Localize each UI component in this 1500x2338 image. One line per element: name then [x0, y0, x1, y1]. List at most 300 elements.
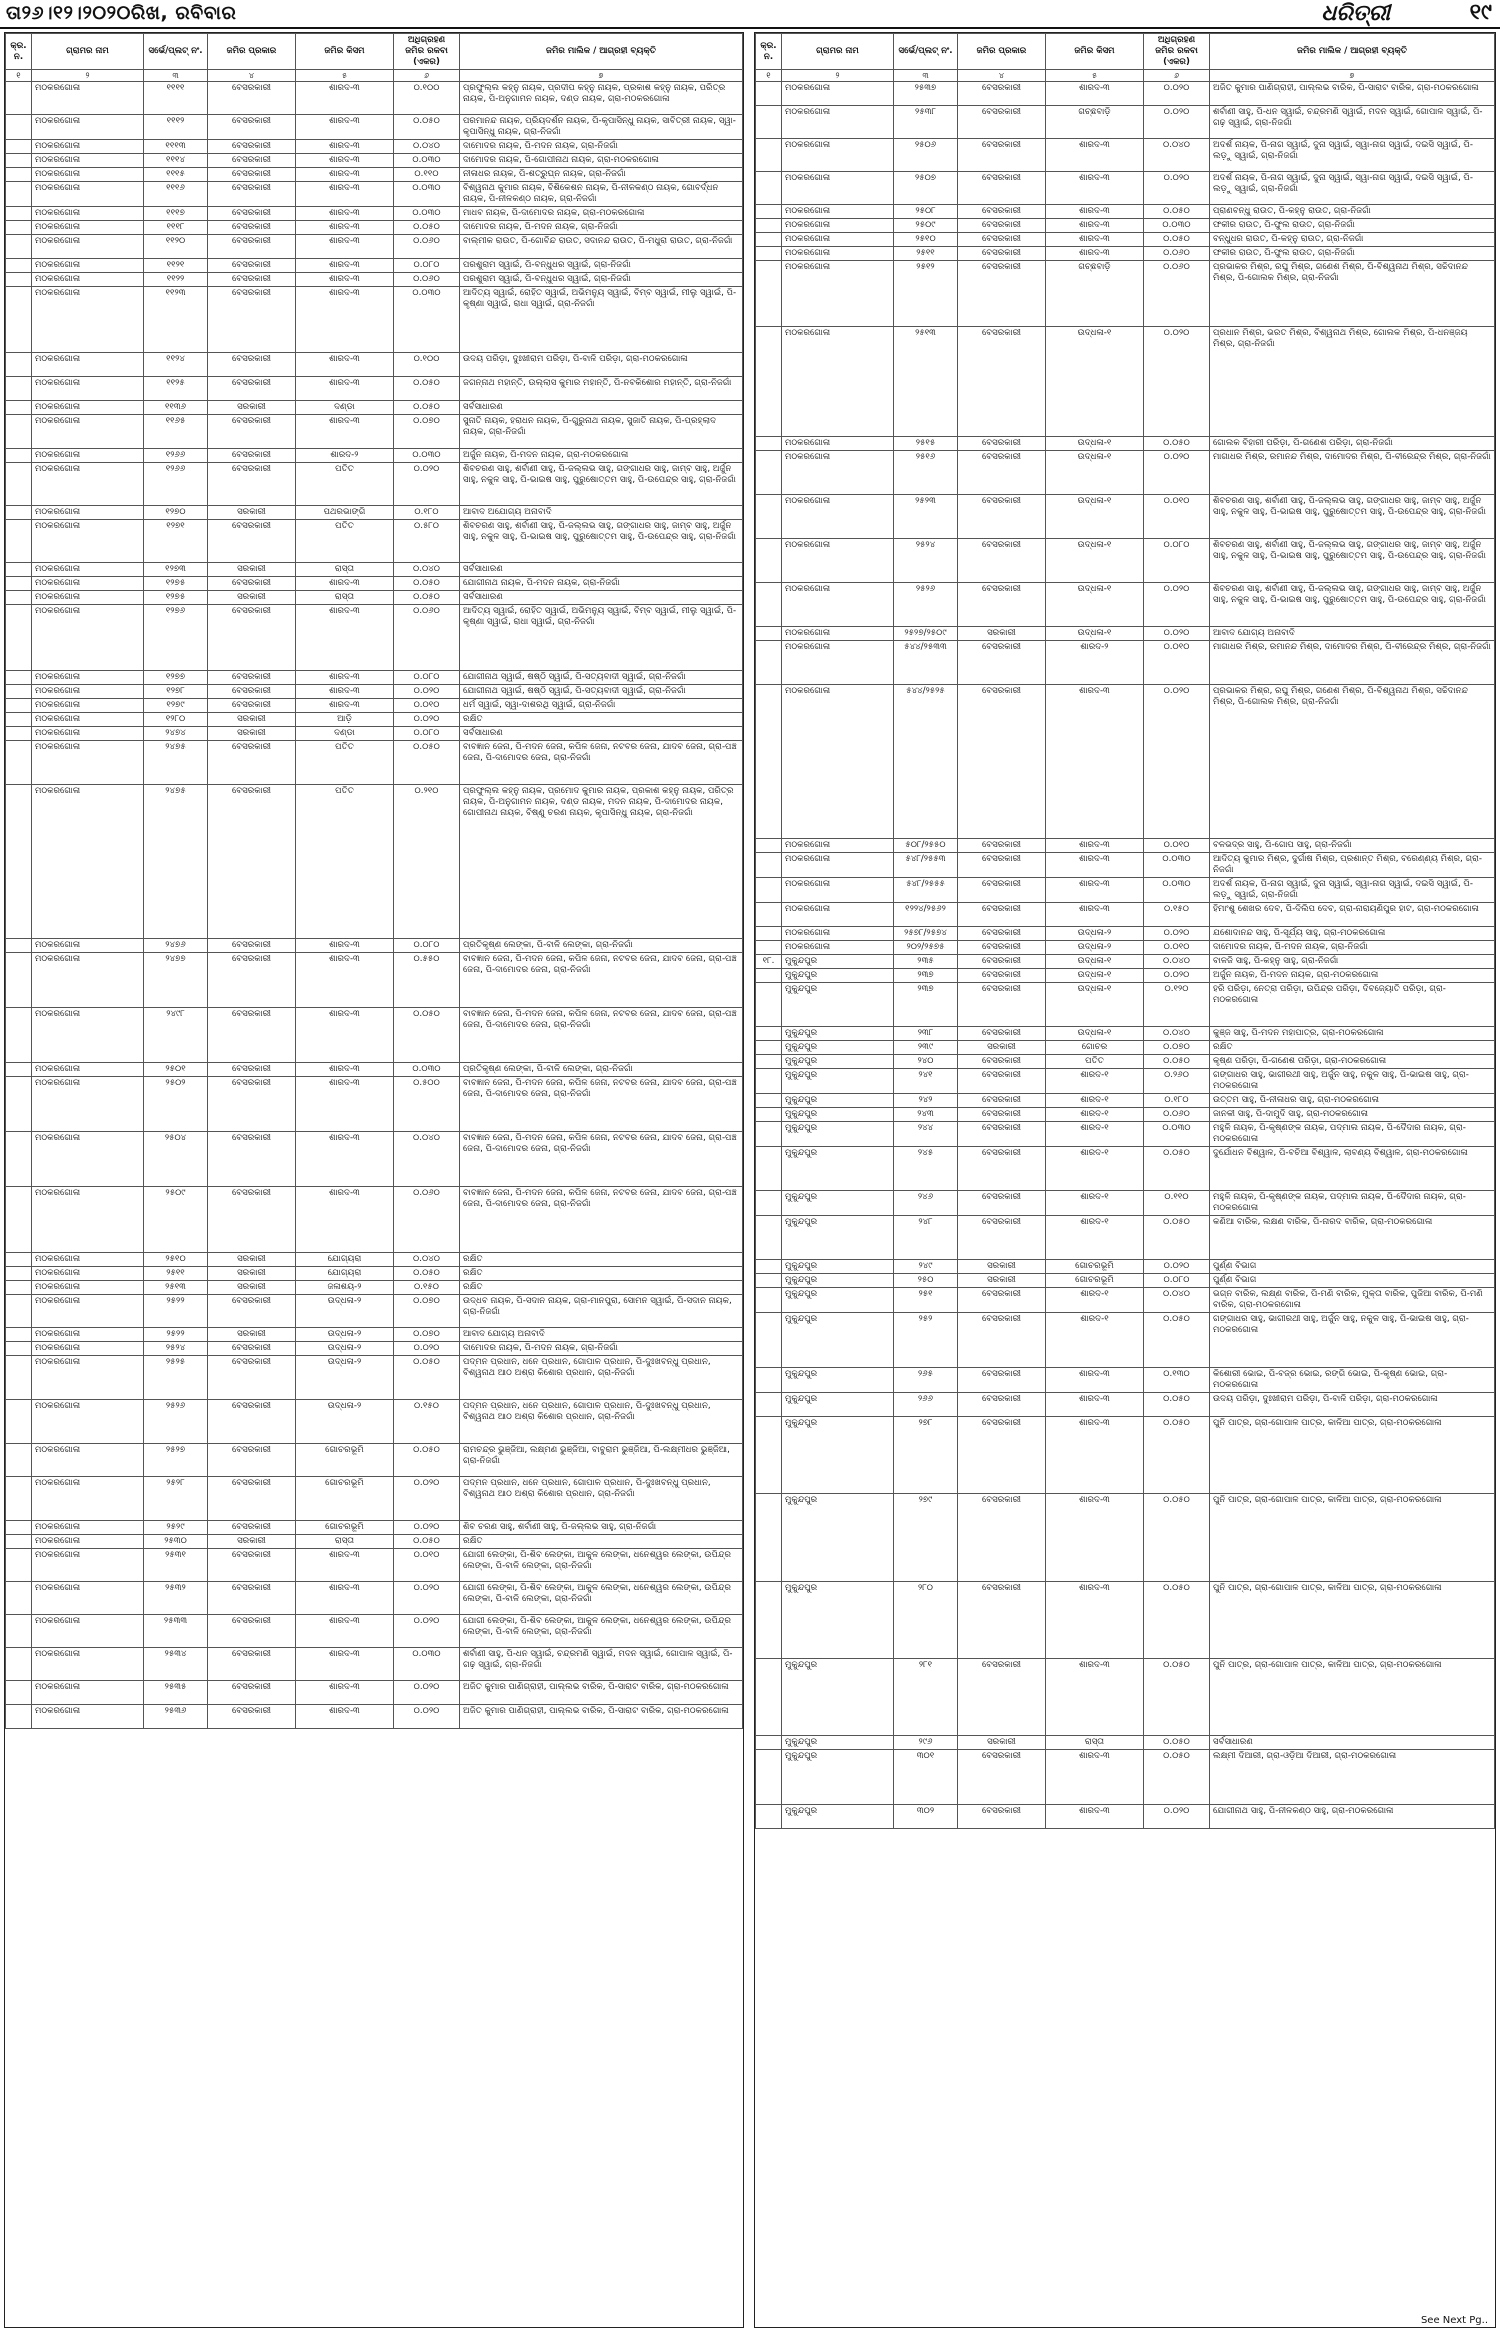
owner-cell: ଫକୀର ରାଉତ, ପି-ଫୁଲ ରାଉତ, ଗ୍ରା-ନିଜଗାଁ — [1210, 219, 1495, 233]
area-cell: ୦.୦୮୦ — [1144, 539, 1210, 583]
village-header: ଗ୍ରାମର ନାମ — [32, 34, 144, 70]
plot-cell: ୨୫୩୭ — [894, 82, 958, 106]
kisam-cell: ଶାରଦ-୩ — [1046, 205, 1144, 219]
land-type-cell: ସରକାରୀ — [208, 591, 296, 605]
village-cell: ମଠକରଗୋଳା — [782, 839, 894, 853]
serial-cell — [756, 1094, 782, 1108]
plot-cell: ୧୧୨୨ — [144, 273, 208, 287]
land-type-header: ଜମିର ପ୍ରକାର — [958, 34, 1046, 70]
kisam-cell: ଶାରଦ-୩ — [296, 377, 394, 401]
serial-cell — [756, 327, 782, 437]
serial-cell — [6, 1132, 32, 1187]
column-number: ୫ — [296, 70, 394, 82]
table-row — [756, 1750, 1495, 1805]
plot-cell: ୧୨୭୧ — [144, 520, 208, 563]
village-cell: ମଠକରଗୋଳା — [32, 520, 144, 563]
kisam-cell: ଶାରଦ-୩ — [296, 168, 394, 182]
serial-cell — [756, 1147, 782, 1191]
kisam-cell: ଶାରଦ-୧ — [1046, 1288, 1144, 1313]
plot-cell: ୧୨୭୩ — [144, 563, 208, 577]
table-row — [6, 82, 743, 115]
table-row — [6, 1328, 743, 1342]
kisam-cell: ଯୋଗ୍ୟରା — [296, 1253, 394, 1267]
land-type-cell: ସରକାରୀ — [208, 1253, 296, 1267]
kisam-cell: ପତିତ — [296, 785, 394, 939]
land-type-cell: ବେସରକାରୀ — [208, 605, 296, 671]
serial-cell — [756, 1288, 782, 1313]
owner-cell: ପୁନି ପାତ୍ର, ଗ୍ରା-ଗୋପାଳ ପାତ୍ର, କାଳିଆ ପାତ୍ର, ଗ୍ରା-ମଠକରଗୋଳା — [1210, 1582, 1495, 1659]
land-type-cell: ବେସରକାରୀ — [208, 1008, 296, 1063]
plot-cell: ୨୫୦୬ — [894, 139, 958, 172]
owner-cell: ପ୍ରଧାନ ମିଶ୍ର, ଭରତ ମିଶ୍ର, ବିଶ୍ୱନାଥ ମିଶ୍ର, ଗୋଲକ ମିଶ୍ର, ପି-ଧନଞ୍ଜୟ ମିଶ୍ର, ଗ୍ରା-ନିଜଗାଁ — [1210, 327, 1495, 437]
area-cell: ୦.୦୫୦ — [1144, 233, 1210, 247]
serial-cell — [6, 520, 32, 563]
table-row — [6, 463, 743, 506]
plot-cell: ୧୧୨୧ — [144, 259, 208, 273]
plot-cell: ୨୫୩୫ — [144, 1681, 208, 1705]
plot-cell: ୫୪୮/୨୫୫୫ — [894, 878, 958, 903]
serial-cell — [756, 219, 782, 233]
table-row — [6, 1356, 743, 1400]
kisam-cell: ଶାରଦ-୩ — [296, 207, 394, 221]
serial-cell — [756, 641, 782, 685]
table-row — [756, 1494, 1495, 1582]
land-type-cell: ବେସରକାରୀ — [958, 641, 1046, 685]
table-row — [756, 1041, 1495, 1055]
area-cell: ୦.୦୩୦ — [394, 287, 460, 353]
kisam-cell: ଶାରଦ-୧ — [1046, 1069, 1144, 1094]
table-row — [6, 449, 743, 463]
land-type-cell: ବେସରକାରୀ — [958, 205, 1046, 219]
area-cell: ୦.୦୪୦ — [1144, 1027, 1210, 1041]
owner-cell: ପ୍ରତିକୃଷ୍ଣ ଲେଙ୍କା, ପି-ବାଳି ଲେଙ୍କା, ଗ୍ରା-ନିଜଗାଁ — [460, 939, 743, 953]
land-type-cell: ବେସରକାରୀ — [208, 520, 296, 563]
land-type-cell: ବେସରକାରୀ — [208, 168, 296, 182]
serial-cell — [756, 1027, 782, 1041]
land-type-cell: ବେସରକାରୀ — [208, 1521, 296, 1535]
table-row — [756, 641, 1495, 685]
owner-cell: ଆଦିତ୍ୟ କୁମାର ମିଶ୍ର, ଦୁର୍ଗାଷ ମିଶ୍ର, ପ୍ରଶାନ୍ତ ମିଶ୍ର, ବରେଣ୍ଣ୍ୟ ମିଶ୍ର, ଗ୍ରା-ନିଜଗାଁ — [1210, 853, 1495, 878]
land-type-cell: ବେସରକାରୀ — [958, 106, 1046, 139]
owner-cell: ଦାମୋଦର ନାୟକ, ପି-ମଦନ ନାୟକ, ଗ୍ରା-ନିଜଗାଁ — [460, 140, 743, 154]
village-cell: ମଠକରଗୋଳା — [782, 327, 894, 437]
area-cell: ୦.୦୧୦ — [1144, 641, 1210, 685]
plot-cell: ୧୧୧୭ — [144, 207, 208, 221]
kisam-cell: ଶାରଦ-୩ — [296, 1681, 394, 1705]
owner-cell: ପ୍ରଭାକର ମିଶ୍ର, ରଘୁ ମିଶ୍ର, ଗଣେଶ ମିଶ୍ର, ପି-ବିଶ୍ୱନାଥ ମିଶ୍ର, ସଚ୍ଚିଦାନନ୍ଦ ମିଶ୍ର, ପି-ଗୋଲକ ମିଶ୍ର, ଗ୍ରା-ନିଜଗାଁ — [1210, 261, 1495, 327]
table-row — [756, 1417, 1495, 1494]
kisam-cell: ଶାରଦ-୩ — [296, 415, 394, 449]
land-type-cell: ବେସରକାରୀ — [958, 1122, 1046, 1147]
area-cell: ୦.୦୧୦ — [1144, 839, 1210, 853]
plot-cell: ୨୫୨୫ — [144, 1356, 208, 1400]
village-cell: ମଠକରଗୋଳା — [32, 1253, 144, 1267]
serial-cell — [6, 1187, 32, 1253]
land-type-cell: ବେସରକାରୀ — [208, 685, 296, 699]
village-cell: ମୁକୁନ୍ଦପୁର — [782, 1368, 894, 1393]
table-row — [6, 591, 743, 605]
area-cell: ୦.୦୫୦ — [1144, 1750, 1210, 1805]
village-cell: ମଠକରଗୋଳା — [782, 878, 894, 903]
owner-cell: ଅର୍ଜୁନ ନାୟକ, ପି-ମଦନ ନାୟକ, ଗ୍ରା-ମଠକରଗୋଳା — [460, 449, 743, 463]
plot-cell: ୨୩୫ — [894, 955, 958, 969]
plot-cell: ୫୦୮/୨୫୫୦ — [894, 839, 958, 853]
area-cell: ୦.୦୫୦ — [1144, 1393, 1210, 1417]
serial-cell — [756, 927, 782, 941]
area-cell: ୦.୦୩୦ — [1144, 878, 1210, 903]
owner-cell: ବାବଜ୍ଞାନ ଜେନା, ପି-ମଦନ ଜେନା, କପିଳ ଜେନା, ନଟବର ଜେନା, ଯାଦବ ଜେନା, ଗ୍ରା-ପଞ୍ଚ ଜେନା, ପି-ଦାମୋଦର ଜେନା, ଗ୍ରା-ନିଜଗାଁ — [460, 741, 743, 785]
column-number: ୬ — [394, 70, 460, 82]
land-type-cell: ବେସରକାରୀ — [208, 699, 296, 713]
land-table-left — [5, 33, 743, 1729]
owner-cell: ଧର୍ମ ସ୍ୱାଇଁ, ସ୍ୱା-ଦାଶରଥି ସ୍ୱାଇଁ, ଗ୍ରା-ନିଜଗାଁ — [460, 699, 743, 713]
kisam-cell: ଶାରଦ-୩ — [296, 953, 394, 1008]
land-type-cell: ବେସରକାରୀ — [208, 577, 296, 591]
owner-cell: କୃଷ୍ଣ ପରିଡ଼ା, ପି-ଗଣେଶ ପରିଡ଼ା, ଗ୍ରା-ମଠକରଗୋଳା — [1210, 1055, 1495, 1069]
serial-cell — [6, 727, 32, 741]
plot-cell: ୧୨୨୪/୨୫୬୨ — [894, 903, 958, 927]
plot-cell: ୧୧୬୫ — [144, 415, 208, 449]
area-cell: ୦.୦୩୦ — [1144, 219, 1210, 233]
land-type-cell: ବେସରକାରୀ — [208, 785, 296, 939]
owner-cell: ପରଶୁରାମ ସ୍ୱାଇଁ, ପି-ବନ୍ଧୁଧର ସ୍ୱାଇଁ, ଗ୍ରା-ନିଜଗାଁ — [460, 259, 743, 273]
kisam-cell: ଶାରଦ-୩ — [296, 1132, 394, 1187]
owner-cell: ଆବାଦ ଯୋଗ୍ୟ ଅନାବାଦି — [1210, 627, 1495, 641]
kisam-cell: ଶାରଦ-୩ — [1046, 1582, 1144, 1659]
area-cell: ୦.୦୫୦ — [1144, 1736, 1210, 1750]
plot-cell: ୧୨୭୯ — [144, 699, 208, 713]
plot-cell: ୫୪୮/୨୫୫୩ — [894, 853, 958, 878]
village-cell: ମୁକୁନ୍ଦପୁର — [782, 1750, 894, 1805]
table-row — [756, 1191, 1495, 1216]
area-cell: ୦.୦୬୦ — [1144, 247, 1210, 261]
plot-cell: ୧୨୭୭ — [144, 671, 208, 685]
area-cell: ୦.୦୫୦ — [394, 591, 460, 605]
table-row — [756, 1805, 1495, 1829]
table-row — [6, 1705, 743, 1729]
plot-cell: ୨୪୫ — [894, 1147, 958, 1191]
plot-cell: ୧୨୮୦ — [144, 713, 208, 727]
village-cell: ମଠକରଗୋଳା — [32, 785, 144, 939]
area-cell: ୦.୧୦୦ — [394, 353, 460, 377]
land-type-cell: ବେସରକାରୀ — [208, 1549, 296, 1582]
village-cell: ମଠକରଗୋଳା — [32, 1582, 144, 1615]
owner-cell: ଅଦର୍ଶ ନାୟକ, ପି-ନାଗ ସ୍ୱାଇଁ, ଦୁନା ସ୍ୱାଇଁ, ସ୍ୱା-ନାଗ ସ୍ୱାଇଁ, ଦଇସି ସ୍ୱାଇଁ, ପି-ଲଡ଼ୁ ସ୍ୱାଇଁ, ଗ୍ରା-ନିଜଗାଁ — [1210, 878, 1495, 903]
village-cell: ମୁକୁନ୍ଦପୁର — [782, 955, 894, 969]
table-row — [6, 685, 743, 699]
plot-cell: ୨୪୯ — [894, 1260, 958, 1274]
table-row — [6, 401, 743, 415]
plot-cell: ୩୦୨ — [894, 1805, 958, 1829]
table-row — [6, 1063, 743, 1077]
village-cell: ମଠକରଗୋଳା — [32, 713, 144, 727]
serial-cell — [6, 353, 32, 377]
area-cell: ୦.୦୫୦ — [1144, 1147, 1210, 1191]
page-number: ୧୯ — [1469, 0, 1492, 25]
kisam-cell: ଶାରଦ-୩ — [296, 154, 394, 168]
land-type-cell: ବେସରକାରୀ — [958, 927, 1046, 941]
serial-cell — [6, 605, 32, 671]
plot-cell: ୨୫୨୪ — [144, 1342, 208, 1356]
table-row — [6, 1400, 743, 1444]
kisam-cell: ଉଦ୍ଧଳା-୨ — [296, 1342, 394, 1356]
owner-cell: ଦାମୋଦର ନାୟକ, ପି-ମଦନ ନାୟକ, ଗ୍ରା-ନିଜଗାଁ — [460, 221, 743, 235]
table-row — [6, 1648, 743, 1681]
land-type-cell: ସରକାରୀ — [208, 1267, 296, 1281]
table-row — [6, 377, 743, 401]
area-cell: ୦.୦୪୦ — [1144, 1288, 1210, 1313]
owner-cell: ନୀଳାଧର ନାୟକ, ପି-ଶତ୍ରୁଘ୍ନ ନାୟକ, ଗ୍ରା-ନିଜଗାଁ — [460, 168, 743, 182]
village-cell: ମୁକୁନ୍ଦପୁର — [782, 1069, 894, 1094]
owner-cell: ବାବଜ୍ଞାନ ଜେନା, ପି-ମଦନ ଜେନା, କପିଳ ଜେନା, ନଟବର ଜେନା, ଯାଦବ ଜେନା, ଗ୍ରା-ପଞ୍ଚ ଜେନା, ପି-ଦାମୋଦର ଜେନା, ଗ୍ରା-ନିଜଗାଁ — [460, 1187, 743, 1253]
serial-cell — [756, 1659, 782, 1736]
area-cell: ୦.୦୨୦ — [394, 463, 460, 506]
village-cell: ମଠକରଗୋଳା — [32, 1535, 144, 1549]
table-row — [6, 953, 743, 1008]
serial-cell — [6, 685, 32, 699]
table-row — [756, 969, 1495, 983]
plot-cell: ୨୫୭୮/୨୫୭୪ — [894, 927, 958, 941]
owner-cell: ପୁର୍ଣ୍ଣ ବିଭାଗ — [1210, 1274, 1495, 1288]
plot-cell: ୧୨୭୬ — [144, 605, 208, 671]
serial-cell — [756, 1191, 782, 1216]
plot-cell: ୨୫୧୧ — [144, 1267, 208, 1281]
land-type-cell: ବେସରକାରୀ — [958, 685, 1046, 839]
serial-cell — [6, 273, 32, 287]
area-cell: ୦.୦୪୦ — [1144, 139, 1210, 172]
land-type-cell: ବେସରକାରୀ — [208, 449, 296, 463]
serial-cell — [6, 115, 32, 140]
land-type-cell: ବେସରକାରୀ — [208, 1705, 296, 1729]
plot-cell: ୨୪୩ — [894, 1108, 958, 1122]
table-row — [6, 671, 743, 685]
table-row — [756, 539, 1495, 583]
land-type-cell: ବେସରକାରୀ — [958, 1368, 1046, 1393]
kisam-cell: ଉଦ୍ଧଳା-୨ — [1046, 927, 1144, 941]
land-type-cell: ବେସରକାରୀ — [958, 983, 1046, 1027]
table-row — [6, 1549, 743, 1582]
owner-cell: ମହୁଳି ନାୟକ, ପି-କୃଷ୍ଣଙ୍କ ନାୟକ, ପଦ୍ମାଲ ନାୟକ, ପି-ଦୈଦାର ନାୟକ, ଗ୍ରା-ମଠକରଗୋଳା — [1210, 1191, 1495, 1216]
serial-cell — [6, 939, 32, 953]
plot-cell: ୨୫୨୨ — [144, 1295, 208, 1328]
table-row — [756, 1368, 1495, 1393]
kisam-cell: ଶାରଦ-୩ — [1046, 1659, 1144, 1736]
area-cell: ୦.୦୫୦ — [394, 1444, 460, 1477]
area-cell: ୦.୦୮୦ — [394, 939, 460, 953]
serial-cell — [6, 563, 32, 577]
owner-cell: ଯଶୋଦାନନ୍ଦ ସାହୁ, ପି-ସୂର୍ଯ୍ୟ ସାହୁ, ଗ୍ରା-ମଠକରଗୋଳା — [1210, 927, 1495, 941]
serial-cell — [6, 953, 32, 1008]
land-type-cell: ବେସରକାରୀ — [958, 139, 1046, 172]
village-cell: ମୁକୁନ୍ଦପୁର — [782, 1288, 894, 1313]
owner-cell: ରକ୍ଷିତ — [460, 1281, 743, 1295]
area-cell: ୦.୦୫୦ — [394, 577, 460, 591]
village-cell: ମଠକରଗୋଳା — [32, 1008, 144, 1063]
owner-cell: ପରମାନନ୍ଦ ନାୟକ, ପ୍ରିୟଦର୍ଶନ ନାୟକ, ପି-କୃପାସିନ୍ଧୁ ନାୟକ, ସାବିତ୍ରୀ ନାୟକ, ସ୍ୱା-କୃପାସିନ୍ଧୁ ନାୟକ, ଗ୍ରା-ନିଜଗାଁ — [460, 115, 743, 140]
serial-cell — [756, 172, 782, 205]
table-row — [756, 955, 1495, 969]
kisam-cell: ଶାରଦ-୩ — [1046, 685, 1144, 839]
column-number-row — [756, 70, 1495, 82]
village-cell: ମୁକୁନ୍ଦପୁର — [782, 1313, 894, 1368]
serial-cell — [6, 463, 32, 506]
area-cell: ୦.୦୫୦ — [1144, 1582, 1210, 1659]
serial-cell — [6, 1521, 32, 1535]
land-type-cell: ବେସରକାରୀ — [208, 1582, 296, 1615]
serial-cell — [756, 233, 782, 247]
kisam-cell: ଉଦ୍ଧଳା-୨ — [296, 1400, 394, 1444]
table-row — [6, 1008, 743, 1063]
owner-cell: ପୁନି ପାତ୍ର, ଗ୍ରା-ଗୋପାଳ ପାତ୍ର, କାଳିଆ ପାତ୍ର, ଗ୍ରା-ମଠକରଗୋଳା — [1210, 1494, 1495, 1582]
table-row — [6, 605, 743, 671]
table-row — [756, 219, 1495, 233]
table-row — [756, 327, 1495, 437]
serial-cell — [6, 713, 32, 727]
table-row — [6, 1342, 743, 1356]
land-type-cell: ସରକାରୀ — [958, 627, 1046, 641]
table-row — [6, 287, 743, 353]
table-row — [756, 106, 1495, 139]
owner-cell: ରକ୍ଷିତ — [1210, 1041, 1495, 1055]
kisam-cell: ଉଦ୍ଧଳା-୨ — [296, 1295, 394, 1328]
land-type-cell: ସରକାରୀ — [958, 1260, 1046, 1274]
plot-cell: ୨୫୦୯ — [144, 1187, 208, 1253]
serial-cell — [6, 182, 32, 207]
serial-cell — [6, 577, 32, 591]
plot-cell: ୧୧୧୪ — [144, 154, 208, 168]
plot-cell: ୨୫୧୨ — [894, 261, 958, 327]
area-cell: ୦.୦୩୦ — [394, 207, 460, 221]
kisam-cell: ଉଦ୍ଧଳା-୧ — [1046, 983, 1144, 1027]
table-row — [756, 437, 1495, 451]
village-cell: ମଠକରଗୋଳା — [782, 583, 894, 627]
serial-cell — [6, 1615, 32, 1648]
plot-cell: ୧୨୭୫ — [144, 577, 208, 591]
land-type-cell: ବେସରକାରୀ — [958, 1582, 1046, 1659]
kisam-cell: ଶାରଦ-୩ — [1046, 172, 1144, 205]
kisam-cell: ଶାରଦ-୩ — [296, 1077, 394, 1132]
table-row — [6, 140, 743, 154]
area-cell: ୦.୦୨୦ — [1144, 927, 1210, 941]
village-cell: ମଠକରଗୋଳା — [32, 1400, 144, 1444]
owner-cell: ଆଦିତ୍ୟ ସ୍ୱାଇଁ, ରୋହିତ ସ୍ୱାଇଁ, ଅଭିମନ୍ୟୁ ସ୍ୱାଇଁ, ବିମ୍ବ ସ୍ୱାଇଁ, ମୀଲୁ ସ୍ୱାଇଁ, ପି-କୃଷ୍ଣା ସ୍ୱାଇଁ, ରାଧା ସ୍ୱାଇଁ, ଗ୍ରା-ନିଜଗାଁ — [460, 605, 743, 671]
owner-cell: କିଶୋରୀ ଭୋଇ, ପି-ବଜ୍ର ଭୋଇ, ରଙ୍ଗି ଭୋଇ, ପି-କୃଷ୍ଣ ଭୋଇ, ଗ୍ରା-ମଠକରଗୋଳା — [1210, 1368, 1495, 1393]
column-number: ୩ — [144, 70, 208, 82]
owner-cell: ବାବଜ୍ଞାନ ଜେନା, ପି-ମଦନ ଜେନା, କପିଳ ଜେନା, ନଟବର ଜେନା, ଯାଦବ ଜେନା, ଗ୍ରା-ପଞ୍ଚ ଜେନା, ପି-ଦାମୋଦର ଜେନା, ଗ୍ରା-ନିଜଗାଁ — [460, 1008, 743, 1063]
table-row — [6, 415, 743, 449]
plot-cell: ୨୫୦ — [894, 1274, 958, 1288]
village-cell: ମଠକରଗୋଳା — [32, 182, 144, 207]
land-type-cell: ବେସରକାରୀ — [208, 353, 296, 377]
owner-cell: ଯୋଗୀନାଥ ସ୍ୱାଇଁ, ଷଷ୍ଠି ସ୍ୱାଇଁ, ପି-ସତ୍ୟବାଦୀ ସ୍ୱାଇଁ, ଗ୍ରା-ନିଜଗାଁ — [460, 671, 743, 685]
area-header: ଅଧିଗ୍ରହଣ ଜମିର ରକବା (ଏକର) — [1144, 34, 1210, 70]
table-row — [756, 1659, 1495, 1736]
table-row — [756, 627, 1495, 641]
plot-cell: ୨୩୮ — [894, 1027, 958, 1041]
serial-cell — [6, 1356, 32, 1400]
owner-cell: ରକ୍ଷିତ — [460, 1267, 743, 1281]
village-cell: ମଠକରଗୋଳା — [782, 261, 894, 327]
serial-cell — [756, 1417, 782, 1494]
land-type-cell: ବେସରକାରୀ — [208, 1063, 296, 1077]
village-cell: ମଠକରଗୋଳା — [782, 437, 894, 451]
plot-cell: ୧୧୩୬ — [144, 401, 208, 415]
village-cell: ମଠକରଗୋଳା — [32, 401, 144, 415]
owner-cell: ଯୋଗୀନାଥ ସାହୁ, ପି-ନୀଳକଣ୍ଠ ସାହୁ, ଗ୍ରା-ମଠକରଗୋଳା — [1210, 1805, 1495, 1829]
land-type-cell: ବେସରକାରୀ — [958, 903, 1046, 927]
plot-cell: ୨୫୦୯ — [894, 219, 958, 233]
area-cell: ୦.୦୭୦ — [394, 415, 460, 449]
serial-cell — [756, 853, 782, 878]
owner-cell: ଅଜିତ କୁମାର ପାଣିଗ୍ରାହୀ, ପାଲ୍ଲଭ ବାରିକ, ପି-ସାରାଟ ବାରିକ, ଗ୍ରା-ମଠକରଗୋଳା — [460, 1681, 743, 1705]
kisam-cell: ଶାରଦ-୩ — [1046, 1750, 1144, 1805]
kisam-cell: ଶାରଦ-୧ — [1046, 1094, 1144, 1108]
land-type-cell: ବେସରକାରୀ — [208, 1187, 296, 1253]
village-cell: ମଠକରଗୋଳା — [32, 1356, 144, 1400]
serial-cell — [6, 1582, 32, 1615]
plot-cell: ୨୦୨/୨୫୭୫ — [894, 941, 958, 955]
kisam-cell: ଉଦ୍ଧଳା-୧ — [1046, 969, 1144, 983]
serial-cell — [756, 983, 782, 1027]
plot-cell: ୨୫୦୮ — [894, 205, 958, 219]
land-type-cell: ବେସରକାରୀ — [958, 327, 1046, 437]
village-cell: ମଠକରଗୋଳା — [32, 1342, 144, 1356]
owner-cell: ବିଶ୍ୱନାଥ କୁମାର ନାୟକ, ବିଶିକେଶନ ନାୟକ, ପି-ନୀଳକଣ୍ଠ ନାୟକ, ଗୋବର୍ଦ୍ଧନ ନାୟକ, ପି-ନୀଳକଣ୍ଠ ନାୟକ, ଗ୍ରା-ନିଜଗାଁ — [460, 182, 743, 207]
area-cell: ୦.୦୨୦ — [1144, 327, 1210, 437]
kisam-cell: ଜଳାଶୟ-୨ — [296, 1281, 394, 1295]
table-row — [756, 82, 1495, 106]
village-cell: ମଠକରଗୋଳା — [32, 1267, 144, 1281]
kisam-cell: ଶାରଦ-୩ — [296, 82, 394, 115]
area-cell: ୦.୦୨୦ — [1144, 1260, 1210, 1274]
serial-cell — [756, 261, 782, 327]
serial-cell — [6, 1267, 32, 1281]
serial-cell — [756, 1216, 782, 1260]
village-cell: ମଠକରଗୋଳା — [32, 1295, 144, 1328]
owner-cell: ଶିବଚରଣ ସାହୁ, ଶର୍ବାଣୀ ସାହୁ, ପି-ଜଲ୍ଲଭ ସାହୁ, ଗଙ୍ଗାଧର ସାହୁ, ଜାମ୍ବ ସାହୁ, ଅର୍ଜୁନ ସାହୁ, ନକୁଳ ସାହୁ, ପି-ଭାଇଷ ସାହୁ, ପୁରୁଷୋତ୍ତମ ସାହୁ, ପି-ଉପେନ୍ଦ୍ର ସାହୁ, ଗ୍ରା-ନିଜଗାଁ — [1210, 539, 1495, 583]
area-cell: ୦.୦୫୦ — [1144, 1659, 1210, 1736]
kisam-cell: ଯୋଗ୍ୟରା — [296, 1267, 394, 1281]
kisam-cell: ଗୋଚରଭୂମି — [1046, 1260, 1144, 1274]
area-cell: ୦.୦୩୦ — [394, 1648, 460, 1681]
land-type-cell: ବେସରକାରୀ — [208, 1132, 296, 1187]
serial-cell — [6, 785, 32, 939]
plot-cell: ୧୨୭୫ — [144, 591, 208, 605]
village-cell: ମଠକରଗୋଳା — [32, 1521, 144, 1535]
land-type-cell: ବେସରକାରୀ — [958, 1288, 1046, 1313]
table-row — [6, 520, 743, 563]
owner-header: ଜମିର ମାଲିକ / ଆଗ୍ରହୀ ବ୍ୟକ୍ତି — [460, 34, 743, 70]
table-row — [6, 1681, 743, 1705]
plot-cell: ୧୧୨୩ — [144, 287, 208, 353]
serial-cell — [756, 495, 782, 539]
table-row — [6, 785, 743, 939]
plot-cell: ୨୪୯୮ — [144, 1008, 208, 1063]
area-cell: ୦.୦୨୦ — [394, 1582, 460, 1615]
area-cell: ୦.୦୩୦ — [1144, 853, 1210, 878]
land-type-cell: ବେସରକାରୀ — [208, 273, 296, 287]
plot-cell: ୨୭୮ — [894, 1417, 958, 1494]
serial-cell — [756, 106, 782, 139]
village-cell: ମଠକରଗୋଳା — [782, 927, 894, 941]
village-cell: ମଠକରଗୋଳା — [32, 259, 144, 273]
serial-cell — [756, 205, 782, 219]
village-cell: ମୁକୁନ୍ଦପୁର — [782, 1274, 894, 1288]
village-cell: ମଠକରଗୋଳା — [782, 495, 894, 539]
kisam-cell: ଶାରଦ-୧ — [1046, 1147, 1144, 1191]
owner-cell: ଆବାଦ ଅଯୋଗ୍ୟ ଅନାବାଦି — [460, 506, 743, 520]
village-cell: ମଠକରଗୋଳା — [32, 449, 144, 463]
